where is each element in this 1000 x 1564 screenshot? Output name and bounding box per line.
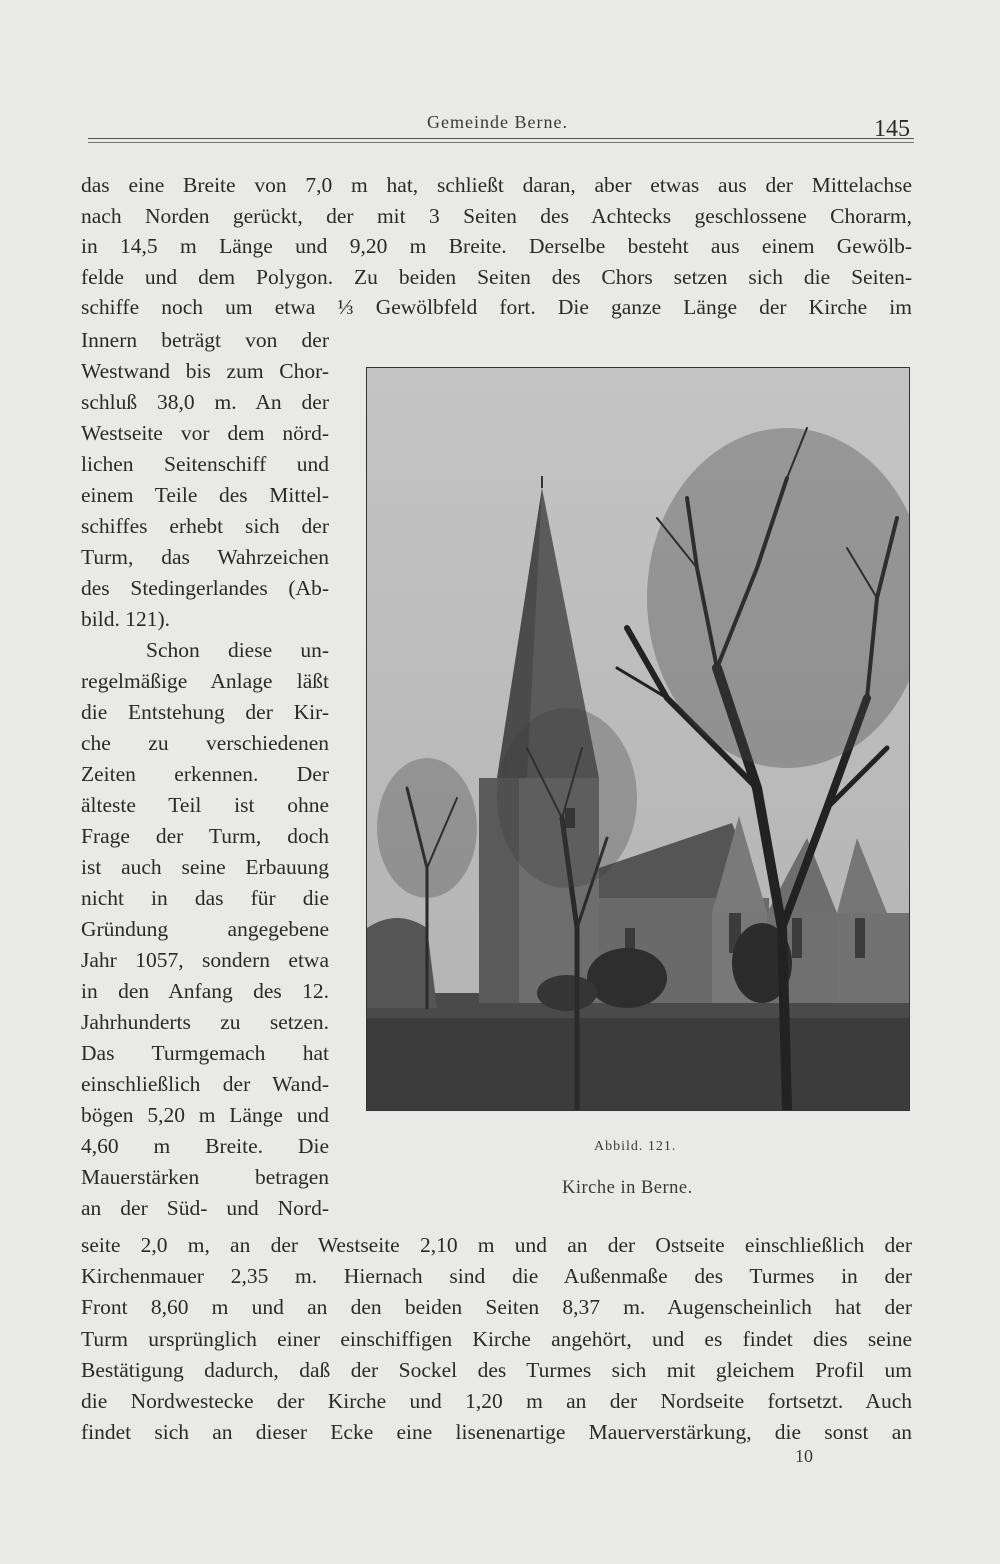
text-line: Schon diese un-: [146, 638, 329, 662]
text-line: Innern beträgt von der: [81, 328, 329, 352]
text-line: an der Süd- und Nord-: [81, 1196, 329, 1220]
text-line: schluß 38,0 m. An der: [81, 390, 329, 414]
text-line: Jahrhunderts zu setzen.: [81, 1010, 329, 1034]
figure-label: Abbild. 121.: [594, 1139, 677, 1154]
text-line: Das Turmgemach hat: [81, 1041, 329, 1065]
text-line: ist auch seine Erbauung: [81, 855, 329, 879]
text-line: Bestätigung dadurch, daß der Sockel des Turmes sich mit gleichem Profil um: [81, 1357, 912, 1382]
text-line: lichen Seitenschiff und: [81, 452, 329, 476]
church-photograph: [366, 367, 910, 1111]
text-line: seite 2,0 m, an der Westseite 2,10 m und an der Ostseite einschließlich der: [81, 1233, 912, 1257]
text-line: schiffe noch um etwa ⅓ Gewölbfeld fort. Die ganze Länge der Kirche im: [81, 295, 912, 320]
text-line: Gründung angegebene: [81, 917, 329, 941]
text-line: bögen 5,20 m Länge und: [81, 1103, 329, 1127]
text-line: Jahr 1057, sondern etwa: [81, 948, 329, 972]
text-line: Frage der Turm, doch: [81, 824, 329, 848]
text-line: nicht in das für die: [81, 886, 329, 910]
text-line: schiffes erhebt sich der: [81, 514, 329, 538]
text-line: 4,60 m Breite. Die: [81, 1134, 329, 1158]
figure-caption: Kirche in Berne.: [562, 1178, 693, 1198]
text-line: in 14,5 m Länge und 9,20 m Breite. Derselbe besteht aus einem Gewölb-: [81, 234, 912, 259]
text-line: Westwand bis zum Chor-: [81, 359, 329, 383]
text-line: regelmäßige Anlage läßt: [81, 669, 329, 693]
text-line: einschließlich der Wand-: [81, 1072, 329, 1096]
text-line: bild. 121).: [81, 607, 170, 631]
text-line: Kirchenmauer 2,35 m. Hiernach sind die Außenmaße des Turmes in der: [81, 1264, 912, 1289]
text-line: nach Norden gerückt, der mit 3 Seiten des Achtecks geschlossene Chorarm,: [81, 203, 912, 228]
running-title: Gemeinde Berne.: [427, 112, 568, 132]
text-line: des Stedingerlandes (Ab-: [81, 576, 329, 600]
sheet-signature: 10: [795, 1446, 813, 1466]
text-line: findet sich an dieser Ecke eine lisenenartige Mauerverstärkung, die sonst an: [81, 1420, 912, 1445]
header-rule: [88, 138, 914, 143]
text-line: Turm ursprünglich einer einschiffigen Kirche angehört, und es findet dies seine: [81, 1326, 912, 1351]
text-line: in den Anfang des 12.: [81, 979, 329, 1003]
text-line: Turm, das Wahrzeichen: [81, 545, 329, 569]
text-line: Mauerstärken betragen: [81, 1165, 329, 1189]
text-line: einem Teile des Mittel-: [81, 483, 329, 507]
text-line: Zeiten erkennen. Der: [81, 762, 329, 786]
text-line: che zu verschiedenen: [81, 731, 329, 755]
text-line: Westseite vor dem nörd-: [81, 421, 329, 445]
church-illustration: [367, 368, 909, 1110]
text-line: Front 8,60 m und an den beiden Seiten 8,37 m. Augenscheinlich hat der: [81, 1295, 912, 1320]
text-line: älteste Teil ist ohne: [81, 793, 329, 817]
page-number: 145: [874, 116, 910, 142]
text-line: felde und dem Polygon. Zu beiden Seiten des Chors setzen sich die Seiten-: [81, 264, 912, 289]
text-line: die Entstehung der Kir-: [81, 700, 329, 724]
text-line: das eine Breite von 7,0 m hat, schließt daran, aber etwas aus der Mittelachse: [81, 173, 912, 197]
text-line: die Nordwestecke der Kirche und 1,20 m an der Nordseite fortsetzt. Auch: [81, 1389, 912, 1413]
